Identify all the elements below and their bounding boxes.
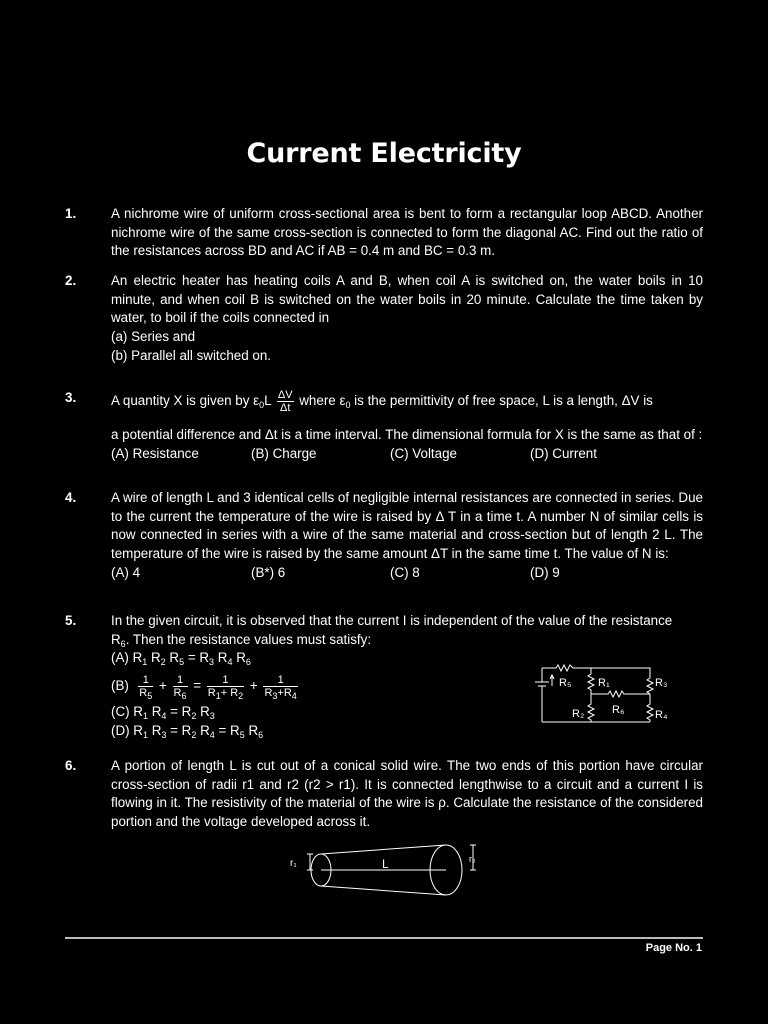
question-text: In the given circuit, it is observed that the current I is independent of the value of the resistance [111, 613, 673, 628]
question-number: 5. [65, 613, 77, 628]
question-formula-line: A quantity X is given by $\varepsilon_0L$ $\frac{\Delta V}{\Delta t}$ where $\varepsilon_0$ is the permittivity of free space, L is a length, ΔV is [111, 389, 653, 414]
option-c: (C) $R_1$ $R_4 = R_2$ $R_3$ [111, 704, 215, 722]
svg-text:r₂: r₂ [469, 854, 476, 864]
option-d: (D) 9 [530, 564, 560, 580]
svg-text:R₅: R₅ [559, 677, 572, 689]
svg-text:r₁: r₁ [290, 858, 297, 869]
svg-text:R₁: R₁ [598, 677, 610, 689]
conical-wire-diagram [284, 840, 484, 900]
option-b: (B) Charge [251, 445, 317, 461]
option-d: (D) $R_1$ $R_3 = R_2$ $R_4 = R_5$ $R_6$ [111, 722, 264, 740]
page-title: Current Electricity [246, 138, 522, 169]
question-number: 2. [65, 273, 77, 288]
option-c: (C) 8 [390, 564, 420, 580]
option-a: (A) Resistance [111, 445, 199, 461]
option-b: (b) Parallel all switched on. [111, 347, 272, 363]
footer-divider [65, 937, 703, 939]
options [111, 564, 703, 583]
delta-v-over-delta-t: $\frac{\Delta V}{\Delta t}$ [277, 389, 293, 414]
question-number: 6. [65, 758, 77, 773]
question-text: a potential difference and Δt is a time interval. The dimensional formula for X is the same as that of : [111, 427, 703, 442]
option-a: (A) 4 [111, 564, 141, 580]
question-number: 1. [65, 206, 77, 221]
question-text: An electric heater has heating coils A and B, when coil A is switched on, the water boils in 10 minute, and when coil B is switched on the water boils in 20 minute. Calculate the time taken by water, to boil if the coils connected in [111, 273, 703, 326]
option-c: (C) Voltage [390, 445, 457, 461]
option-b: (B*) 6 [251, 564, 286, 580]
option-a: (a) Series and [111, 329, 196, 345]
option-a: (A) $R_1$ $R_2$ $R_5 = R_3$ $R_4$ $R_6$ [111, 650, 251, 668]
circuit-diagram [528, 660, 678, 728]
svg-text:R₄: R₄ [655, 709, 668, 721]
page-number: Page No. 1 [645, 942, 702, 954]
question-number: 3. [65, 390, 77, 405]
question-text: A wire of length L and 3 identical cells of negligible internal resistances are connected in series. Due to the current the temperature of the wire is raised by Δ T in a time t. A number N of similar cells is now connected in series with a wire of the same material and cross-section but of length 2 L. The temperature of the wire is raised by the same amount ΔT in the same time t. The value of N is: [111, 490, 703, 562]
svg-text:R₃: R₃ [655, 677, 668, 689]
options [111, 445, 703, 464]
question-text: A nichrome wire of uniform cross-sectional area is bent to form a rectangular loop ABCD. Another nichrome wire of the same cross-section is connected to form the diagonal AC. Find out the ratio of the resistances across BD and AC if AB = 0.4 m and BC = 0.3 m. [111, 206, 703, 259]
option-b: (B) $\frac{1}{R_5}$ + $\frac{1}{R_6}$ = $\frac{1}{R_1+ R_2}$ + $\frac{1}{R_3+R_4}$ [111, 674, 297, 702]
option-d: (D) Current [530, 445, 597, 461]
svg-text:R₆: R₆ [612, 704, 625, 716]
svg-text:R₂: R₂ [572, 708, 585, 720]
svg-text:L: L [382, 857, 389, 871]
question-number: 4. [65, 490, 77, 505]
question-text: A portion of length L is cut out of a conical solid wire. The two ends of this portion have circular cross-section of radii r1 and r2 (r2 > r1). It is connected lengthwise to a circuit and a current I is flowing in it. The resistivity of the material of the wire is ρ. Calculate the resistance of the considered portion and the voltage developed across it. [111, 758, 703, 830]
